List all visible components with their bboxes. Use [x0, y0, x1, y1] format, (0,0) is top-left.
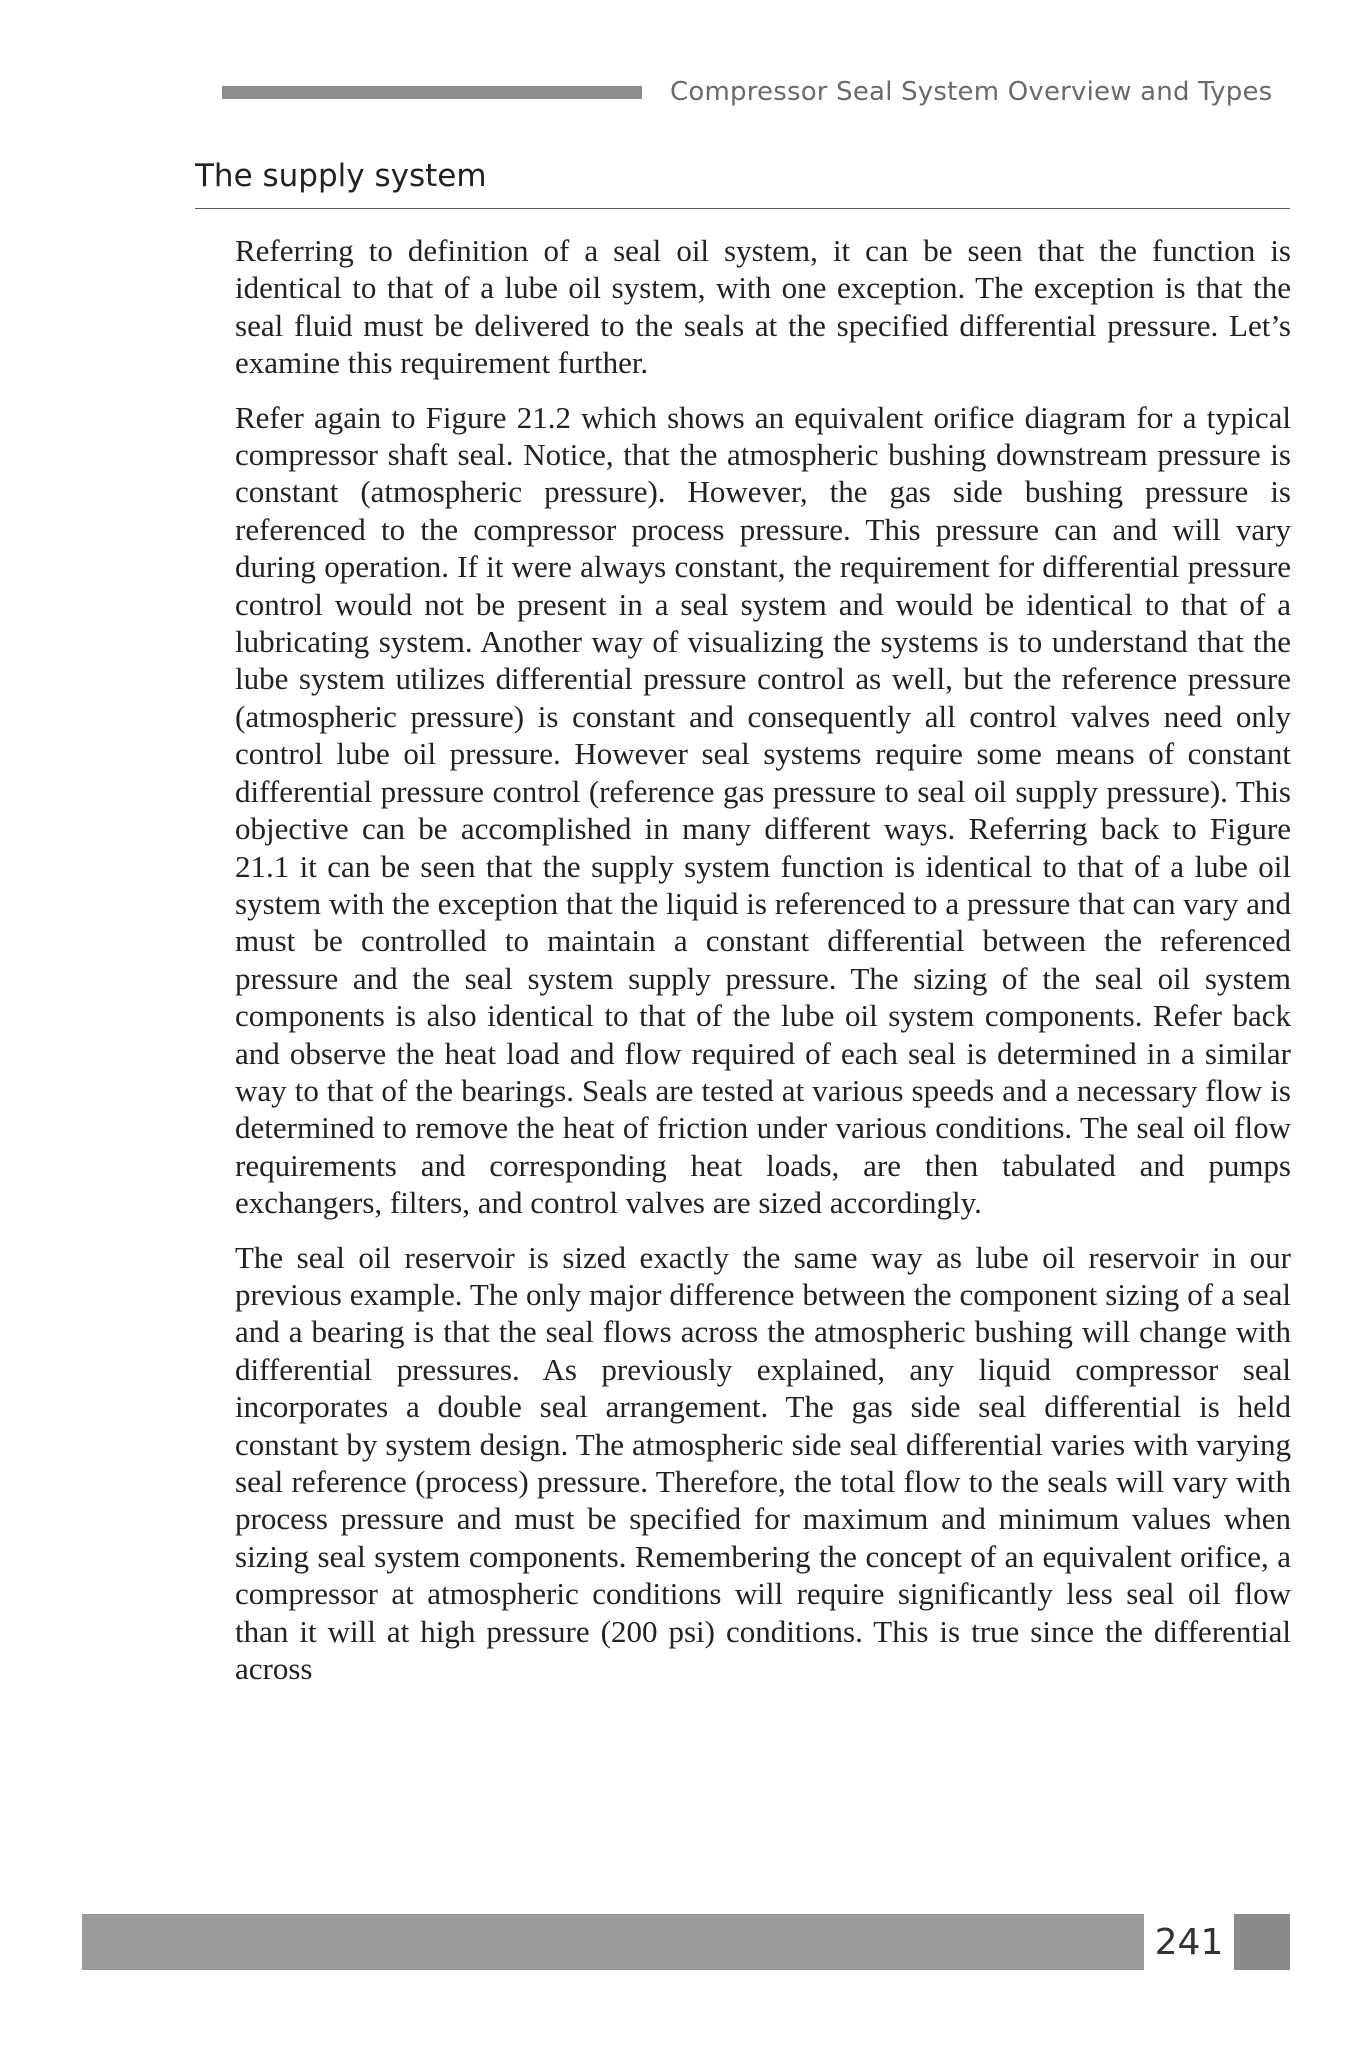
body-text	[235, 232, 1291, 1704]
paragraph: Refer again to Figure 21.2 which shows an equivalent orifice diagram for a typical compressor shaft seal. Notice, that the atmospheric bushing downstream pressure is constant (atmospheric pressure). However, the gas side bushing pressure is referenced to the compressor process pressure. This pressure can and will vary during operation. If it were always constant, the requirement for differential pressure control would not be present in a seal system and would be identical to that of a lubricating system. Another way of visualizing the systems is to understand that the lube system utilizes differential pressure control as well, but the reference pressure (atmospheric pressure) is constant and consequently all control valves need only control lube oil pressure. However seal systems require some means of constant differential pressure control (reference gas pressure to seal oil supply pressure). This objective can be accomplished in many different ways. Referring back to Figure 21.1 it can be seen that the supply system function is identical to that of a lube oil system with the exception that the liquid is referenced to a pressure that can vary and must be controlled to maintain a constant differential between the referenced pressure and the seal system supply pressure. The sizing of the seal oil system components is also identical to that of the lube oil system components. Refer back and observe the heat load and flow required of each seal is determined in a similar way to that of the bearings. Seals are tested at various speeds and a necessary flow is determined to remove the heat of friction under various conditions. The seal oil flow requirements and corresponding heat loads, are then tabulated and pumps exchangers, filters, and control valves are sized accordingly.	[235, 399, 1291, 1221]
paragraph: The seal oil reservoir is sized exactly the same way as lube oil reservoir in our previous example. The only major difference between the component sizing of a seal and a bearing is that the seal flows across the atmospheric bushing will change with differential pressures. As previously explained, any liquid compressor seal incorporates a double seal arrangement. The gas side seal differential is held constant by system design. The atmospheric side seal differential varies with varying seal reference (process) pressure. Therefore, the total flow to the seals will vary with process pressure and must be specified for maximum and minimum values when sizing seal system components. Remembering the concept of an equivalent orifice, a compressor at atmospheric conditions will require significantly less seal oil flow than it will at high pressure (200 psi) conditions. This is true since the differential across	[235, 1239, 1291, 1687]
section-heading: The supply system	[195, 158, 487, 194]
section-divider	[195, 208, 1290, 209]
footer-decorative-block	[1234, 1914, 1290, 1970]
running-header	[222, 72, 1290, 112]
footer-decorative-bar	[82, 1914, 1144, 1970]
running-title: Compressor Seal System Overview and Types	[670, 77, 1273, 107]
paragraph: Referring to definition of a seal oil system, it can be seen that the function is identical to that of a lube oil system, with one exception. The exception is that the seal fluid must be delivered to the seals at the specified differential pressure. Let’s examine this requirement further.	[235, 233, 1291, 381]
page-number: 241	[1154, 1921, 1224, 1963]
header-decorative-bar	[222, 86, 642, 99]
page-footer	[82, 1914, 1290, 1970]
